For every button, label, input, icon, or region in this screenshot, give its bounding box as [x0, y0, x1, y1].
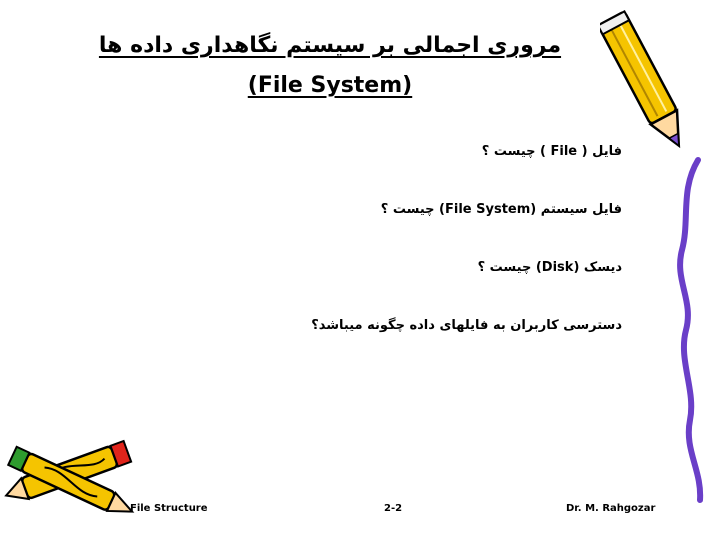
footer-slide-number: 2-2 — [384, 503, 403, 514]
bullet-item-disk: دیسک (Disk) چیست ؟ — [477, 260, 622, 275]
bullet-list — [182, 142, 622, 374]
title-line-persian: مروری اجمالی بر سیستم نگاهداری داده ها — [98, 33, 562, 58]
bullet-item-user-access: دسترسی کاربران به فایلهای داده چگونه میباشد؟ — [311, 318, 622, 333]
slide-title — [60, 26, 600, 106]
title-line-english: (File System) — [247, 73, 413, 98]
pencil-icon — [600, 2, 690, 167]
footer-author: Dr. M. Rahgozar — [566, 503, 656, 514]
footer-course-name: File Structure — [130, 503, 208, 514]
bullet-item-file: فایل ( File ) چیست ؟ — [481, 144, 622, 159]
crossed-pencils-icon — [0, 430, 150, 530]
bullet-item-file-system: فایل سیستم (File System) چیست ؟ — [380, 202, 622, 217]
squiggle-line-icon — [660, 150, 720, 510]
